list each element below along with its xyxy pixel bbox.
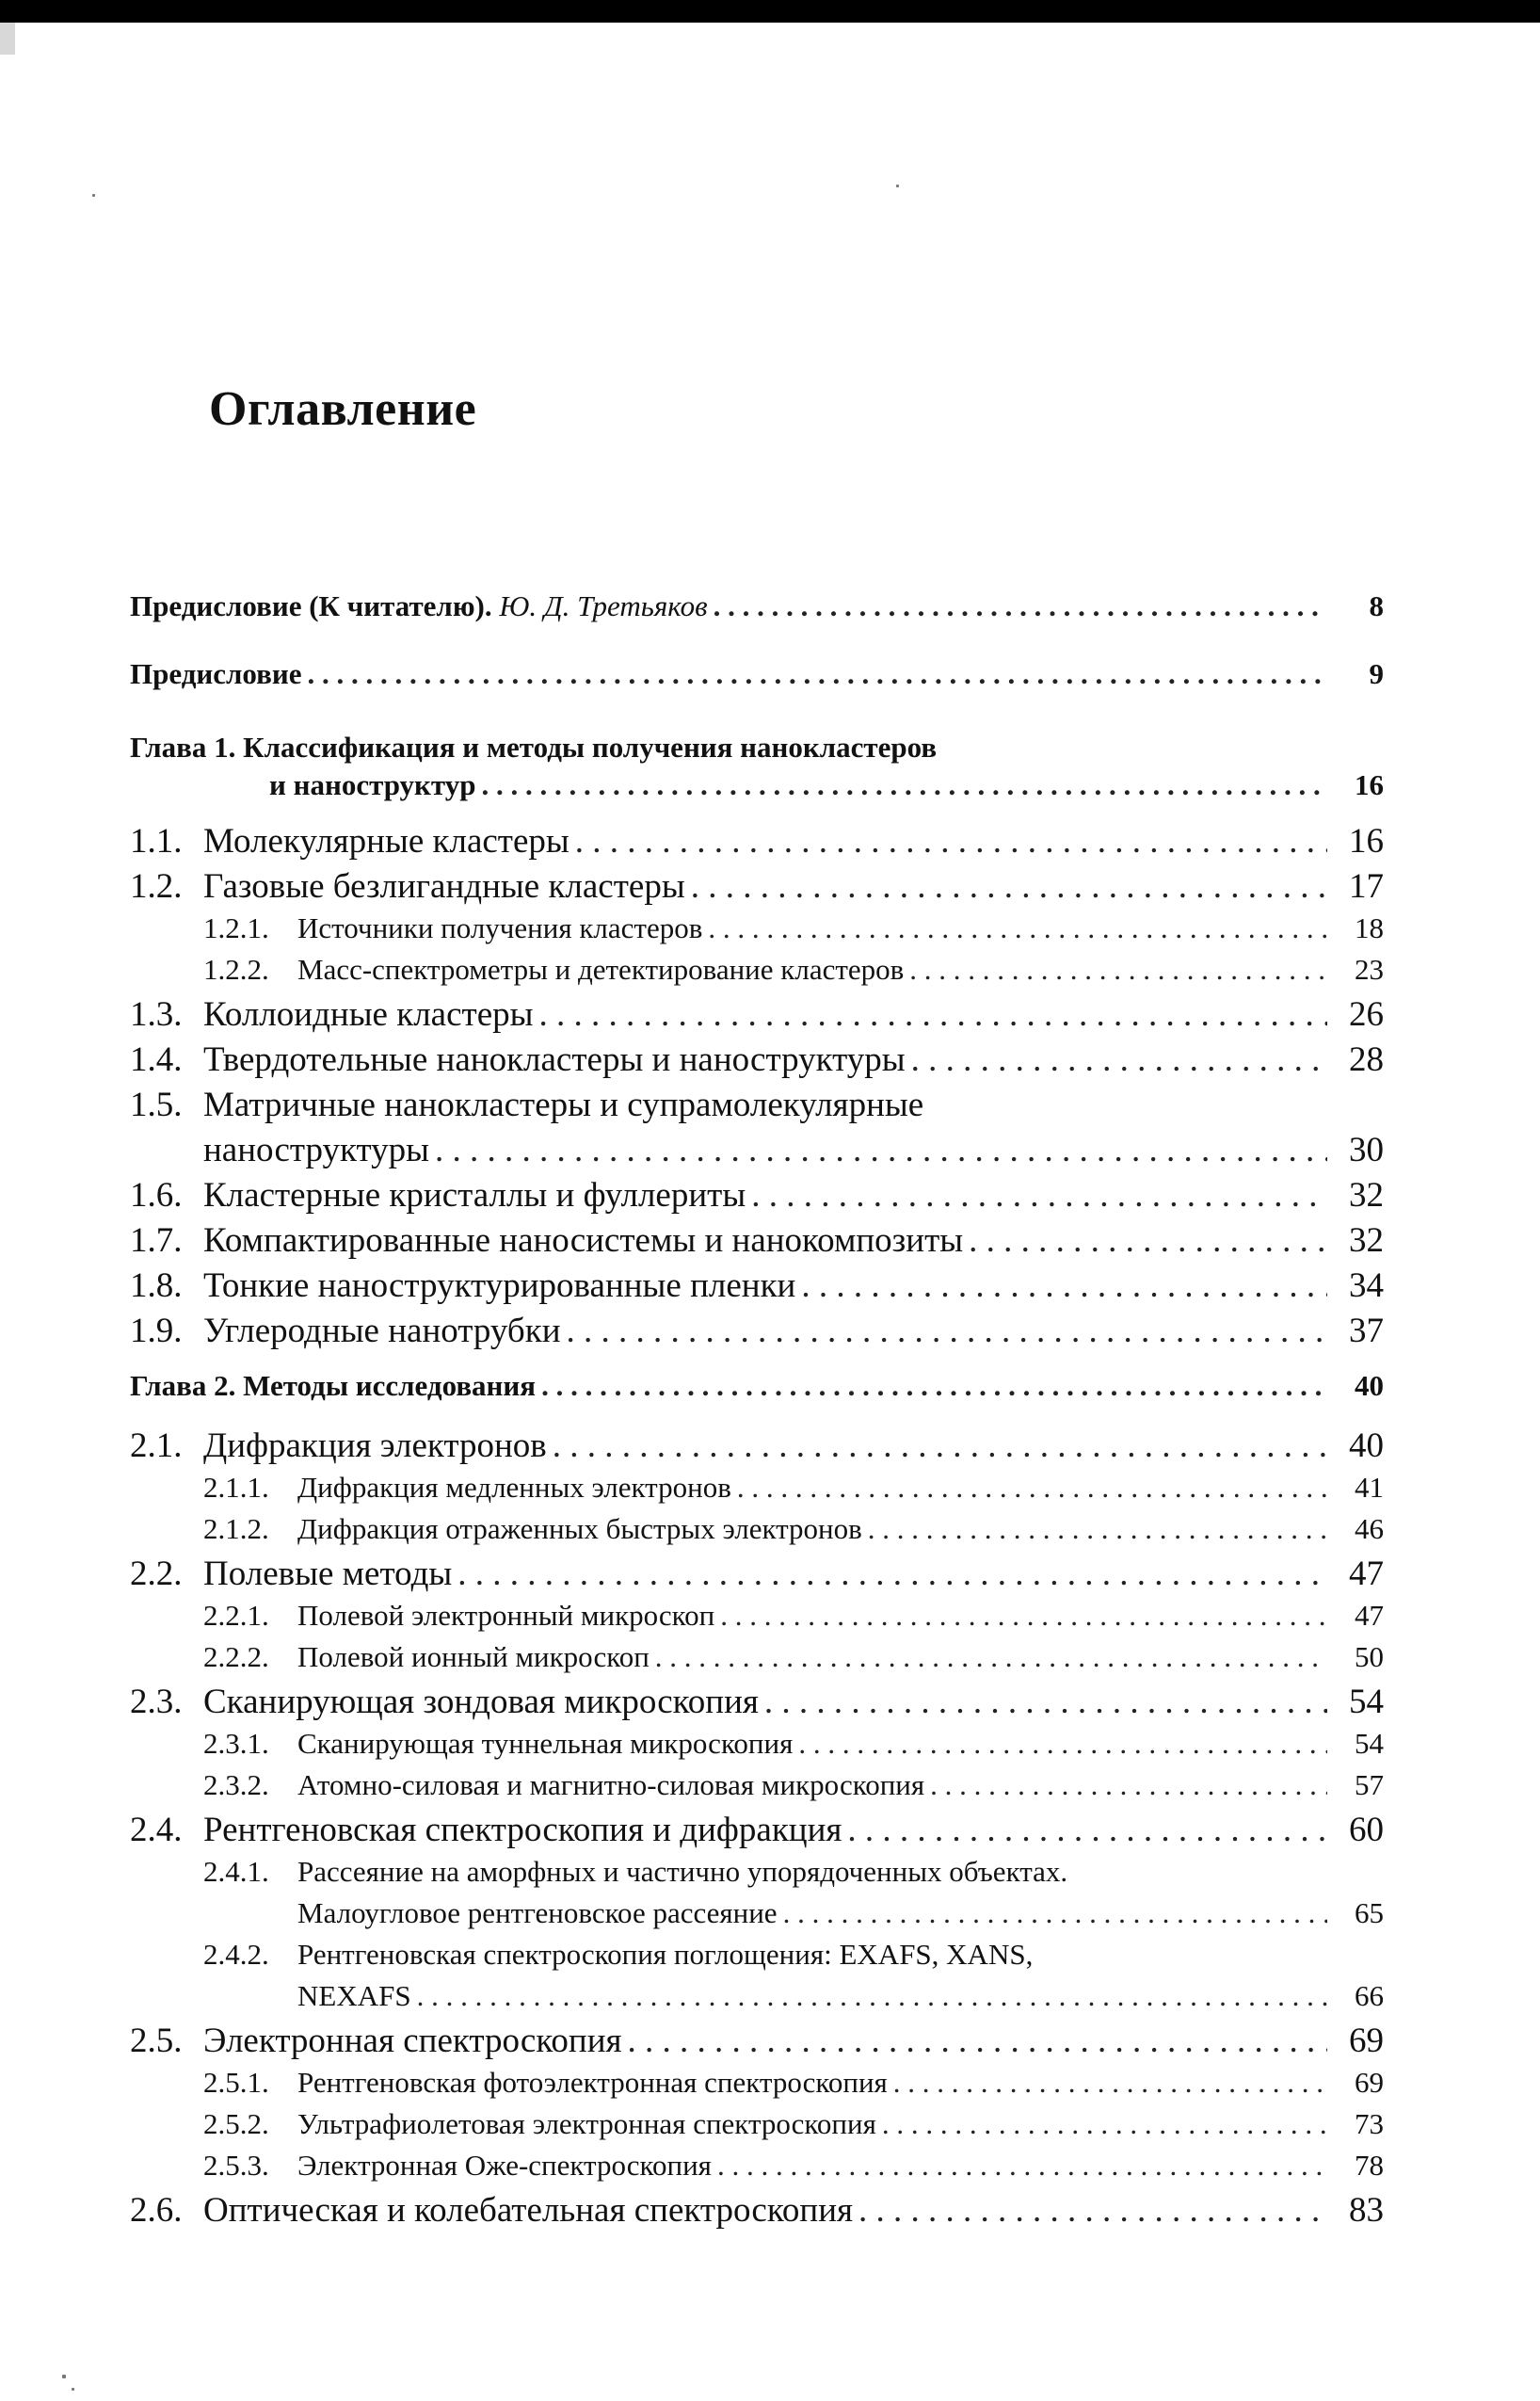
toc-section-number: 1.8. [130,1266,183,1305]
toc-entry-title: Дифракция электронов [203,1426,547,1465]
toc-entry-section[interactable] [130,821,1384,866]
toc-page-number: 8 [1369,589,1384,622]
toc-section-number: 1.9. [130,1312,183,1350]
dot-leader [783,1896,1327,1930]
toc-page-number: 57 [1355,1768,1384,1801]
dot-leader [457,1554,1327,1594]
toc-page-number: 16 [1355,768,1384,801]
toc-entry-subsection[interactable] [130,2149,1384,2190]
toc-page-number: 41 [1355,1471,1384,1504]
toc-entry-title: Углеродные нанотрубки [203,1312,561,1350]
toc-entry-section[interactable] [130,1810,1384,1855]
toc-entry-title: Оптическая и колебательная спектроскопия [203,2191,854,2230]
toc-entry-title: Рентгеновская фотоэлектронная спектроскопия [297,2066,888,2099]
toc-entry-title: Атомно-силовая и магнитно-силовая микроскопия [297,1768,925,1801]
toc-section-number: 2.4.1. [203,1855,269,1888]
toc-page-number: 69 [1355,2066,1384,2099]
dot-leader [930,1768,1327,1802]
toc-entry-section[interactable] [130,1085,1384,1175]
scan-speck [896,185,899,187]
toc-entry-title-continued: наноструктуры [203,1131,430,1169]
toc-page-number: 69 [1349,2022,1384,2060]
toc-entry-title: Кластерные кристаллы и фуллериты [203,1176,746,1215]
toc-entry-title: Компактированные наносистемы и нанокомпозиты [203,1221,964,1260]
toc-section-number: 1.5. [130,1086,183,1124]
toc-section-number: 2.5.1. [203,2066,269,2099]
toc-page-number: 54 [1349,1683,1384,1721]
toc-section-number: 1.7. [130,1221,183,1260]
toc-entry-title: Электронная Оже-спектроскопия [297,2149,712,2182]
toc-entry-subsection[interactable] [130,1599,1384,1640]
toc-page-number: 37 [1349,1312,1384,1350]
toc-entry-title: Твердотельные нанокластеры и наноструктуры [203,1040,906,1079]
dot-leader [538,994,1327,1035]
toc-entry-title: Сканирующая туннельная микроскопия [297,1727,794,1760]
toc-entry-section[interactable] [130,1682,1384,1727]
toc-section-number: 2.2.1. [203,1599,269,1632]
toc-page-number: 50 [1355,1640,1384,1673]
toc-entry-title: Матричные нанокластеры и супрамолекулярные [203,1086,924,1124]
dot-leader [575,821,1327,862]
toc-page-number: 34 [1349,1266,1384,1305]
toc-entry-section[interactable] [130,1426,1384,1471]
toc-page-number: 32 [1349,1221,1384,1260]
toc-entry-subsection[interactable] [130,1855,1384,1938]
toc-entry-section[interactable] [130,2190,1384,2235]
dot-leader [481,768,1327,802]
toc-entry-section[interactable] [130,1175,1384,1220]
toc-page-number: 65 [1355,1896,1384,1929]
toc-section-number: 2.3.2. [203,1768,269,1801]
dot-leader [308,657,1328,691]
table-of-contents [130,589,1384,2235]
toc-entry-title-continued: и наноструктур [269,768,476,801]
toc-entry-title: Газовые безлигандные кластеры [203,867,685,906]
toc-entry-title: Молекулярные кластеры [203,822,569,861]
toc-page-number: 32 [1349,1176,1384,1215]
toc-entry-section[interactable] [130,1554,1384,1599]
toc-page-number: 28 [1349,1040,1384,1079]
scan-speck [92,194,95,197]
dot-leader [417,1979,1327,2013]
toc-entry-title: Полевой ионный микроскоп [297,1640,650,1673]
toc-section-number: 2.6. [130,2191,183,2230]
toc-page-number: 40 [1355,1369,1384,1402]
toc-section-number: 2.1.2. [203,1512,269,1545]
toc-section-number: 2.1.1. [203,1471,269,1504]
toc-section-number: 2.5.2. [203,2107,269,2140]
toc-entry-subsection[interactable] [130,1768,1384,1810]
toc-page-number: 73 [1355,2107,1384,2140]
toc-section-number: 2.3. [130,1683,183,1721]
toc-entry-title-continued: NEXAFS [297,1979,411,2012]
dot-leader [435,1130,1327,1170]
dot-leader [541,1369,1327,1403]
toc-section-number: 1.3. [130,995,183,1034]
dot-leader [893,2066,1327,2100]
toc-page-number: 83 [1349,2191,1384,2230]
toc-entry-title: Рентгеновская спектроскопия поглощения: EXAFS, XANS, [297,1938,1034,1971]
toc-page-number: 54 [1355,1727,1384,1760]
scan-speck [72,2388,74,2391]
toc-entry-subsection[interactable] [130,2066,1384,2107]
toc-entry-preface-reader[interactable] [130,589,1384,642]
toc-section-number: 2.2. [130,1555,183,1593]
toc-entry-subsection[interactable] [130,1938,1384,2021]
scan-speck [62,2375,66,2378]
toc-section-number: 2.4.2. [203,1938,269,1971]
dot-leader [714,589,1327,623]
toc-page-number: 40 [1349,1426,1384,1465]
scan-top-border [0,0,1540,23]
dot-leader [717,2149,1327,2183]
dot-leader [868,1512,1327,1546]
toc-entry-title: Масс-спектрометры и детектирование кластеров [297,953,905,986]
toc-entry-title: Предисловие [130,657,302,690]
dot-leader [737,1471,1327,1505]
toc-entry-section[interactable] [130,866,1384,911]
page-title: Оглавление [209,382,477,436]
toc-entry-subsection[interactable] [130,953,1384,994]
toc-page-number: 78 [1355,2149,1384,2182]
toc-entry-chapter-2[interactable] [130,1369,1384,1426]
toc-section-number: 1.1. [130,822,183,861]
toc-section-number: 2.3.1. [203,1727,269,1760]
toc-page-number: 18 [1355,911,1384,944]
dot-leader [911,1039,1327,1080]
dot-leader [553,1426,1327,1466]
toc-entry-title: Источники получения кластеров [297,911,703,944]
toc-entry-section[interactable] [130,1220,1384,1265]
dot-leader [655,1640,1327,1674]
toc-entry-title: Дифракция отраженных быстрых электронов [297,1512,862,1545]
toc-entry-subsection[interactable] [130,1727,1384,1768]
dot-leader [969,1220,1327,1261]
toc-entry-title: Рентгеновская спектроскопия и дифракция [203,1811,842,1849]
toc-entry-title: Электронная спектроскопия [203,2022,622,2060]
toc-entry-title: Коллоидные кластеры [203,995,534,1034]
dot-leader [764,1682,1327,1722]
toc-page-number: 23 [1355,953,1384,986]
toc-section-number: 1.2.2. [203,953,269,986]
toc-section-number: 2.2.2. [203,1640,269,1673]
toc-entry-subsection[interactable] [130,2107,1384,2149]
toc-entry-subsection[interactable] [130,1512,1384,1554]
toc-section-number: 1.6. [130,1176,183,1215]
toc-page-number: 26 [1349,995,1384,1034]
toc-page-number: 66 [1355,1979,1384,2012]
dot-leader [691,866,1327,907]
toc-section-number: 2.1. [130,1426,183,1465]
toc-entry-section[interactable] [130,1311,1384,1356]
toc-section-number: 2.4. [130,1811,183,1849]
toc-entry-title: Полевые методы [203,1555,453,1593]
dot-leader [858,2190,1327,2231]
toc-page-number: 16 [1349,822,1384,861]
toc-entry-chapter-1[interactable] [130,731,1384,821]
dot-leader [720,1599,1327,1633]
toc-entry-subsection[interactable] [130,1471,1384,1512]
toc-page-number: 30 [1349,1131,1384,1169]
toc-page-number: 47 [1349,1555,1384,1593]
toc-page-number: 60 [1349,1811,1384,1849]
toc-entry-title-continued: Малоугловое рентгеновское рассеяние [297,1896,778,1929]
toc-entry-subsection[interactable] [130,1640,1384,1682]
toc-section-number: 2.5. [130,2022,183,2060]
toc-entry-title: Глава 2. Методы исследования [130,1369,537,1402]
toc-entry-title: Дифракция медленных электронов [297,1471,731,1504]
toc-entry-subsection[interactable] [130,911,1384,953]
toc-page-number: 47 [1355,1599,1384,1632]
toc-entry-section[interactable] [130,994,1384,1039]
dot-leader [847,1810,1327,1850]
toc-entry-section[interactable] [130,1039,1384,1085]
toc-entry-author: Ю. Д. Третьяков [499,589,708,622]
scan-corner-mark [0,23,15,55]
dot-leader [628,2021,1327,2061]
toc-entry-title: Глава 1. Классификация и методы получения нанокластеров [130,731,938,764]
dot-leader [801,1265,1327,1306]
toc-section-number: 1.2.1. [203,911,269,944]
dot-leader [567,1311,1327,1351]
toc-entry-title: Сканирующая зондовая микроскопия [203,1683,759,1721]
dot-leader [882,2107,1327,2141]
toc-entry-title: Ультрафиолетовая электронная спектроскопия [297,2107,876,2140]
dot-leader [708,911,1327,945]
toc-section-number: 2.5.3. [203,2149,269,2182]
toc-section-number: 1.4. [130,1040,183,1079]
toc-entry-title: Полевой электронный микроскоп [297,1599,715,1632]
toc-page-number: 17 [1349,867,1384,906]
toc-page-number: 46 [1355,1512,1384,1545]
toc-entry-section[interactable] [130,1265,1384,1311]
toc-entry-title: Рассеяние на аморфных и частично упорядоченных объектах. [297,1855,1068,1888]
toc-entry-title: Предисловие (К читателю). [130,589,492,622]
toc-page-number: 9 [1369,657,1384,690]
toc-entry-preface[interactable] [130,657,1384,710]
dot-leader [798,1727,1327,1761]
toc-section-number: 1.2. [130,867,183,906]
dot-leader [751,1175,1327,1216]
dot-leader [909,953,1327,987]
toc-entry-section[interactable] [130,2021,1384,2066]
toc-entry-title: Тонкие наноструктурированные пленки [203,1266,796,1305]
